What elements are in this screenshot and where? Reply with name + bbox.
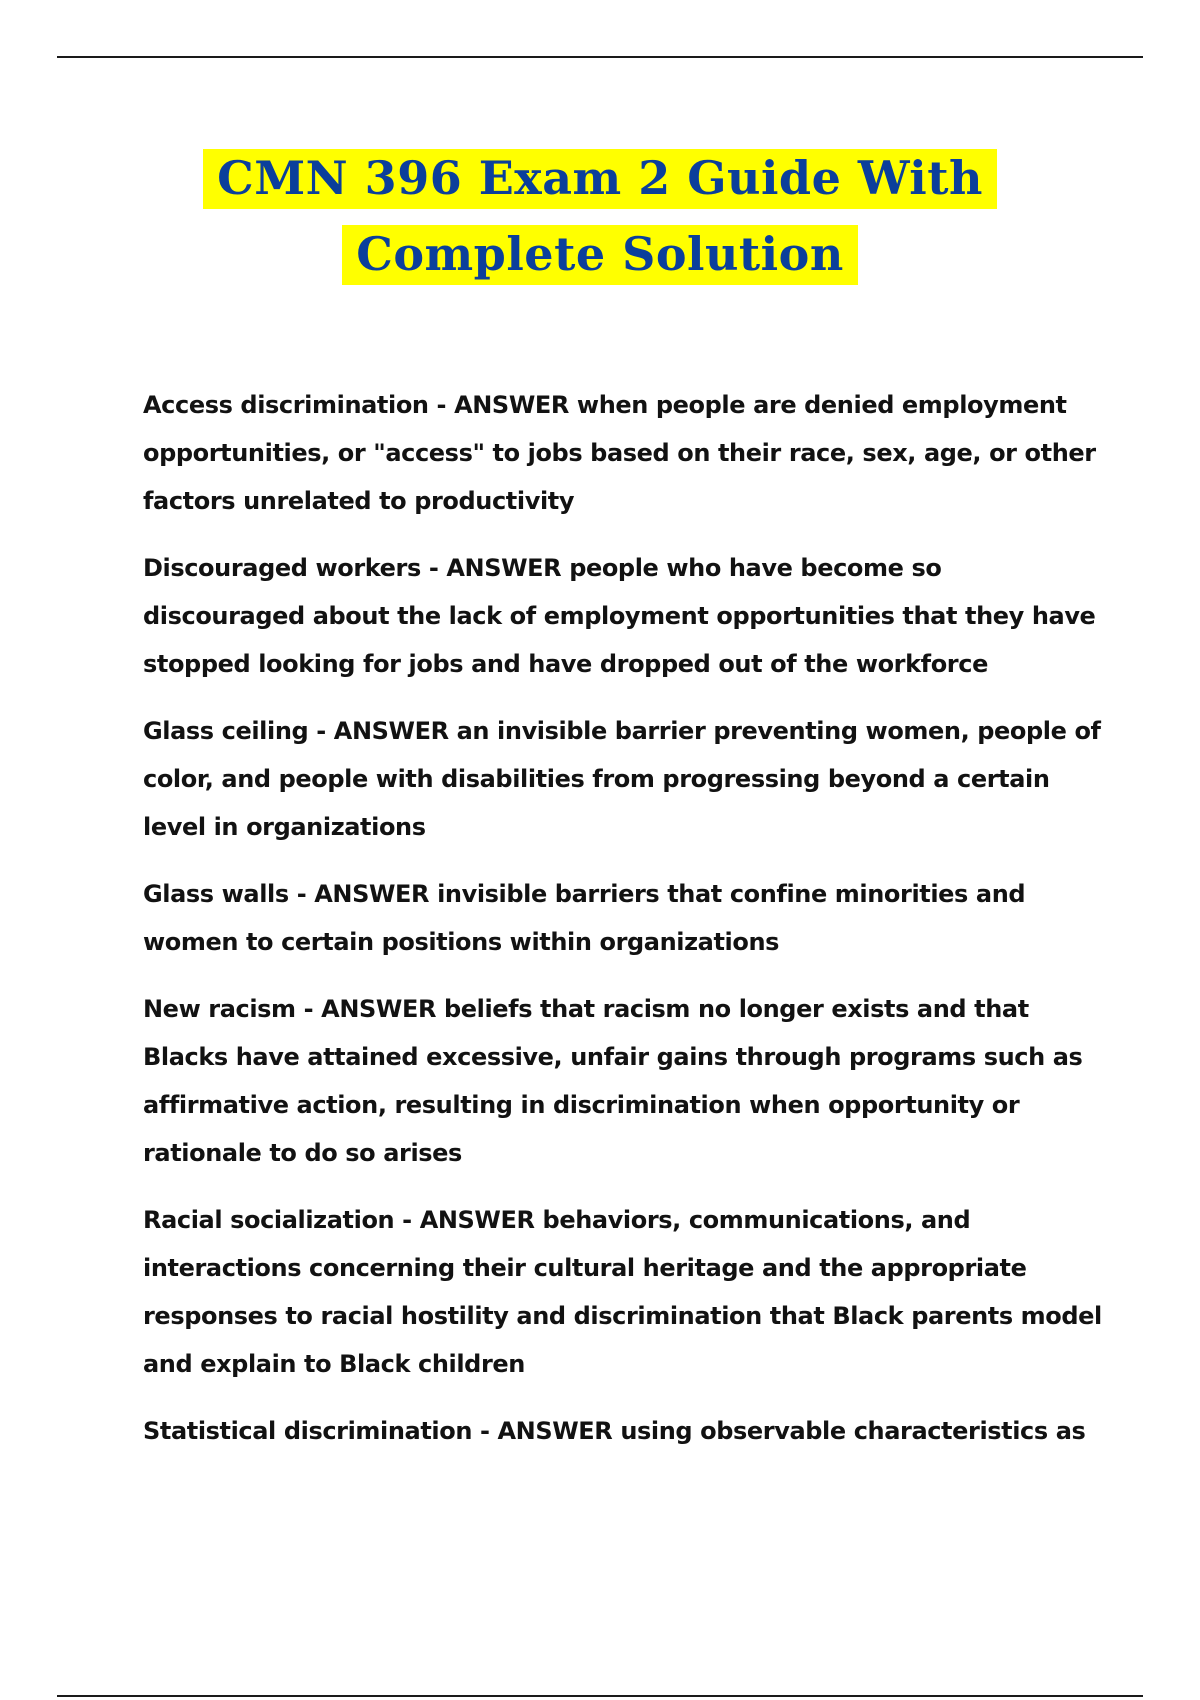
bottom-rule: [57, 1695, 1143, 1697]
definition-glass-ceiling: Glass ceiling - ANSWER an invisible barrier preventing women, people of color, and people with disabilities from progressing beyond a certain level in organizations: [143, 717, 1101, 841]
definition-list: [143, 381, 1103, 1474]
title-line-2: Complete Solution: [342, 225, 858, 285]
definition-glass-walls: Glass walls - ANSWER invisible barriers that confine minorities and women to certain positions within organizations: [143, 880, 1026, 956]
definition-statistical-discrimination: Statistical discrimination - ANSWER using observable characteristics as: [143, 1417, 1086, 1445]
title-line-1: CMN 396 Exam 2 Guide With: [203, 149, 997, 209]
definition-access-discrimination: Access discrimination - ANSWER when people are denied employment opportunities, or "access" to jobs based on their race, sex, age, or other factors unrelated to productivity: [143, 391, 1096, 515]
page-title: [0, 140, 1200, 292]
definition-racial-socialization: Racial socialization - ANSWER behaviors, communications, and interactions concerning their cultural heritage and the appropriate responses to racial hostility and discrimination that Black parents model and explain to Black children: [143, 1206, 1102, 1378]
definition-discouraged-workers: Discouraged workers - ANSWER people who have become so discouraged about the lack of employment opportunities that they have stopped looking for jobs and have dropped out of the workforce: [143, 554, 1096, 678]
top-rule: [57, 56, 1143, 58]
definition-new-racism: New racism - ANSWER beliefs that racism no longer exists and that Blacks have attained excessive, unfair gains through programs such as affirmative action, resulting in discrimination when opportunity or rationale to do so arises: [143, 995, 1083, 1167]
